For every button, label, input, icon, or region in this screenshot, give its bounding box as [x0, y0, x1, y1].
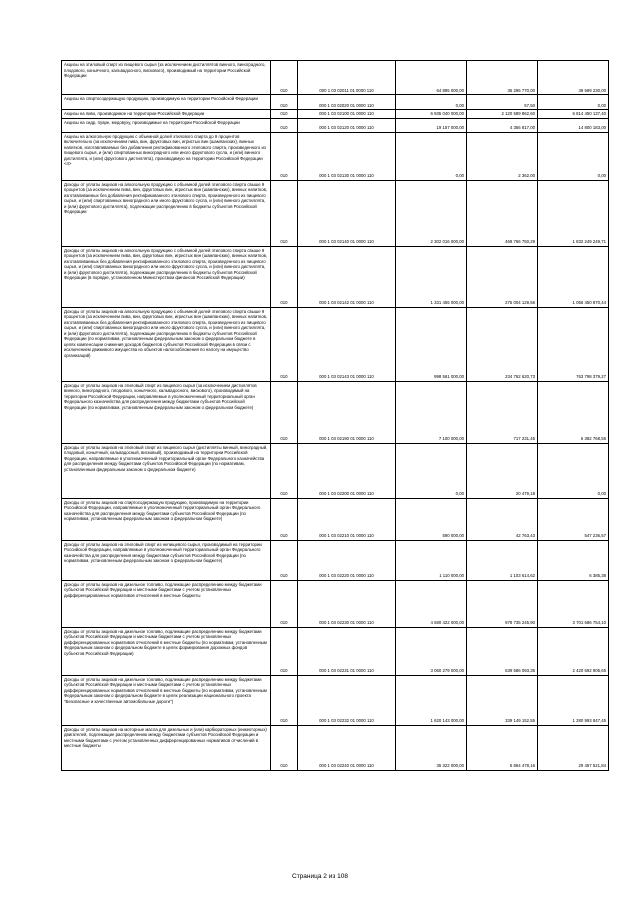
row-approved-cell: 19 157 000,00 [396, 118, 467, 132]
row-name-cell: Акцизы на алкогольную продукцию с объемной долей этилового спирта до 9 процентов включительно (за исключением пива, вин, фруктовых вин, игристых вин (шампанских), винных напитков, изготавливаемых без добавления ректификованного этилового спирта, произведенного из пищевого сырья, и (или) спиртованных виноградного или иного фруктового сусла, и (или) винного дистиллята, и (или) фруктового дистиллята), производимую на территории Российской Федерации <4> [62, 132, 271, 180]
row-name-cell: Доходы от уплаты акцизов на дизельное топливо, подлежащие распределению между бюджетами субъектов Российской Федерации и местными бюджетами с учетом установленных дифференцированных нормативов отчислений в местные бюджеты (по нормативам, установленным Федеральным законом о федеральном бюджете в целях формирования дорожных фондов субъектов Российской Федерации) [62, 627, 271, 675]
table-row [62, 627, 609, 675]
row-remaining-cell: 6 385,38 [538, 540, 609, 580]
table-row [62, 132, 609, 180]
row-line-code-cell: 010 [271, 381, 298, 443]
row-line-code-cell: 010 [271, 725, 298, 770]
row-executed-cell: 978 735 245,90 [467, 580, 538, 627]
table-row [62, 580, 609, 627]
table-row [62, 180, 609, 246]
row-approved-cell: 0,00 [396, 132, 467, 180]
row-line-code-cell: 010 [271, 110, 298, 119]
table-row [62, 307, 609, 381]
row-budget-code-cell: 000 1 03 02240 01 0000 110 [298, 725, 396, 770]
row-name-cell: Доходы от уплаты акцизов на этиловый спирт из пищевого сырья (дистилляты винный, виноградный, плодовый, коньячный, кальвадосный, висковый), производимый на территории Российской Федерации, направляемые в уполномоченный территориальный орган Федерального казначейства для распределения между бюджетами субъектов Российской Федерации (по нормативам, установленным федеральным законом о федеральном бюджете) [62, 443, 271, 498]
table-row [62, 675, 609, 725]
row-remaining-cell: 49 599 230,00 [538, 61, 609, 95]
row-remaining-cell: 1 832 249 249,71 [538, 180, 609, 246]
row-approved-cell: 3 060 279 000,00 [396, 627, 467, 675]
row-executed-cell: 57,50 [467, 95, 538, 110]
report-body [62, 61, 609, 771]
row-name-cell: Доходы от уплаты акцизов на алкогольную продукцию с объемной долей этилового спирта свыше 9 процентов (за исключением пива, вин, фруктовых вин, игристых вин (шампанских), винных напитков, изготавливаемых без добавления ректификованного этилового спирта, произведенного из пищевого сырья, и (или) спиртованных виноградного или иного фруктового сусла, и (или) винного дистиллята, и (или) фруктового дистиллята), подлежащие распределению в бюджеты субъектов Российской Федерации (по нормативам, установленным федеральным законом о федеральном бюджете в целях компенсации снижения доходов бюджетов субъектов Российской Федерации в связи с исключением движимого имущества из объектов налогообложения по налогу на имущество организаций) [62, 307, 271, 381]
row-budget-code-cell: 000 1 03 02130 01 0000 110 [298, 132, 396, 180]
row-budget-code-cell: 000 1 03 02210 01 0000 110 [298, 498, 396, 540]
row-executed-cell: 339 149 152,55 [467, 675, 538, 725]
row-approved-cell: 1 110 000,00 [396, 540, 467, 580]
row-remaining-cell: 2 420 692 906,65 [538, 627, 609, 675]
row-name-cell: Доходы от уплаты акцизов на спиртосодержащую продукцию, производимую на территории Российской Федерации, направляемые в уполномоченный территориальный орган Федерального казначейства для распределения между бюджетами субъектов Российской Федерации (по нормативам, установленным федеральным законом о федеральном бюджете) [62, 498, 271, 540]
row-budget-code-cell: 000 1 03 02120 01 0000 110 [298, 118, 396, 132]
row-executed-cell: 717 231,45 [467, 381, 538, 443]
table-row [62, 725, 609, 770]
page-footer: Страница 2 из 108 [292, 873, 348, 880]
row-line-code-cell: 010 [271, 246, 298, 307]
row-line-code-cell: 010 [271, 443, 298, 498]
row-budget-code-cell: 000 1 03 02220 01 0000 110 [298, 540, 396, 580]
row-remaining-cell: 0,00 [538, 132, 609, 180]
row-name-cell: Доходы от уплаты акцизов на дизельное топливо, подлежащие распределению между бюджетами субъектов Российской Федерации и местными бюджетами с учетом установленных дифференцированных нормативов отчислений в местные бюджеты [62, 580, 271, 627]
row-executed-cell: 275 004 129,56 [467, 246, 538, 307]
row-budget-code-cell: 000 1 03 02020 01 0000 110 [298, 95, 396, 110]
row-budget-code-cell: 000 1 03 02143 01 0000 110 [298, 307, 396, 381]
row-name-cell: Акцизы на этиловый спирт из пищевого сырья (за исключением дистиллятов винного, виноградного, плодового, коньячного, кальвадосного, вискового), производимый на территории Российской Федерации [62, 61, 271, 95]
row-remaining-cell: 3 701 686 754,10 [538, 580, 609, 627]
row-name-cell: Доходы от уплаты акцизов на алкогольную продукцию с объемной долей этилового спирта свыше 9 процентов (за исключением пива, вин, фруктовых вин, игристых вин (шампанских), винных напитков, изготавливаемых без добавления ректификованного этилового спирта, произведенного из пищевого сырья, и (или) спиртованных виноградного или иного фруктового сусла, и (или) винного дистиллята, и (или) фруктового дистиллята), подлежащие распределению в бюджеты субъектов Российской Федерации (в порядке, установленном Министерством финансов Российской Федерации) [62, 246, 271, 307]
row-name-cell: Акцизы на спиртосодержащую продукцию, производимую на территории Российской Федерации [62, 95, 271, 110]
row-executed-cell: 35 295 770,00 [467, 61, 538, 95]
row-approved-cell: 0,00 [396, 443, 467, 498]
row-line-code-cell: 010 [271, 627, 298, 675]
row-budget-code-cell: 000 1 03 02011 01 0000 110 [298, 61, 396, 95]
row-name-cell: Доходы от уплаты акцизов на дизельное топливо, подлежащие распределению между бюджетами субъектов Российской Федерации и местными бюджетами с учетом установленных дифференцированных нормативов отчислений в местные бюджеты (по нормативам, установленным Федеральным законом о федеральном бюджете в целях реализации национального проекта "Безопасные и качественные автомобильные дороги") [62, 675, 271, 725]
table-row [62, 118, 609, 132]
row-executed-cell: 234 762 620,73 [467, 307, 538, 381]
row-budget-code-cell: 000 1 03 02232 01 0000 110 [298, 675, 396, 725]
table-row [62, 61, 609, 95]
row-line-code-cell: 010 [271, 180, 298, 246]
row-approved-cell: 35 322 000,00 [396, 725, 467, 770]
row-line-code-cell: 010 [271, 118, 298, 132]
table-row [62, 246, 609, 307]
table-row [62, 110, 609, 119]
table-row [62, 540, 609, 580]
row-line-code-cell: 010 [271, 580, 298, 627]
table-row [62, 381, 609, 443]
table-row [62, 95, 609, 110]
row-remaining-cell: 0,00 [538, 443, 609, 498]
row-approved-cell: 1 331 455 000,00 [396, 246, 467, 307]
row-approved-cell: 7 100 000,00 [396, 381, 467, 443]
row-budget-code-cell: 000 1 03 02230 01 0000 110 [298, 580, 396, 627]
row-name-cell: Доходы от уплаты акцизов на этиловый спирт из пищевого сырья (за исключением дистиллятов винного, виноградного, плодового, коньячного, кальвадосного, вискового), производимый на территории Российской Федерации, направляемые в уполномоченный территориальный орган Федерального казначейства для распределения между бюджетами субъектов Российской Федерации (по нормативам, установленным федеральным законом о федеральном бюджете) [62, 381, 271, 443]
row-executed-cell: 4 356 817,00 [467, 118, 538, 132]
row-executed-cell: 2 120 589 862,60 [467, 110, 538, 119]
row-name-cell: Доходы от уплаты акцизов на этиловый спирт из непищевого сырья, производимый на территории Российской Федерации, направляемые в уполномоченный территориальный орган Федерального казначейства для распределения между бюджетами субъектов Российской Федерации (по нормативам, установленным федеральным законом о федеральном бюджете) [62, 540, 271, 580]
row-line-code-cell: 010 [271, 132, 298, 180]
table-row [62, 443, 609, 498]
row-name-cell: Акцизы на сидр, пуаре, медовуху, производимые на территории Российской Федерации [62, 118, 271, 132]
row-executed-cell: 20 479,18 [467, 443, 538, 498]
row-remaining-cell: 1 056 450 870,44 [538, 246, 609, 307]
row-budget-code-cell: 000 1 03 02142 01 0000 110 [298, 246, 396, 307]
row-line-code-cell: 010 [271, 498, 298, 540]
row-line-code-cell: 010 [271, 95, 298, 110]
row-name-cell: Доходы от уплаты акцизов на моторные масла для дизельных и (или) карбюраторных (инжекторных) двигателей, подлежащие распределению между бюджетами субъектов Российской Федерации и местными бюджетами с учетом установленных дифференцированных нормативов отчислений в местные бюджеты [62, 725, 271, 770]
row-executed-cell: 2 362,00 [467, 132, 538, 180]
row-executed-cell: 42 763,43 [467, 498, 538, 540]
row-budget-code-cell: 000 1 03 02231 01 0000 110 [298, 627, 396, 675]
row-name-cell: Доходы от уплаты акцизов на алкогольную продукцию с объемной долей этилового спирта свыше 9 процентов (за исключением пива, вин, фруктовых вин, игристых вин (шампанских), винных напитков, изготавливаемых без добавления ректификованного этилового спирта, произведенного из пищевого сырья, и (или) спиртованных виноградного или иного фруктового сусла, и (или) винного дистиллята, и (или) фруктового дистиллята), подлежащие распределению в бюджеты субъектов Российской Федерации [62, 180, 271, 246]
row-line-code-cell: 010 [271, 675, 298, 725]
row-executed-cell: 469 766 750,29 [467, 180, 538, 246]
row-executed-cell: 1 103 614,62 [467, 540, 538, 580]
row-remaining-cell: 6 814 450 137,40 [538, 110, 609, 119]
row-name-cell: Акцизы на пиво, производимое на территории Российской Федерации [62, 110, 271, 119]
row-remaining-cell: 14 800 183,00 [538, 118, 609, 132]
row-executed-cell: 5 864 478,16 [467, 725, 538, 770]
row-budget-code-cell: 000 1 03 02200 01 0000 110 [298, 443, 396, 498]
row-approved-cell: 590 000,00 [396, 498, 467, 540]
row-remaining-cell: 547 236,57 [538, 498, 609, 540]
row-line-code-cell: 010 [271, 540, 298, 580]
row-remaining-cell: 6 382 768,55 [538, 381, 609, 443]
row-approved-cell: 2 302 016 000,00 [396, 180, 467, 246]
row-line-code-cell: 010 [271, 307, 298, 381]
row-remaining-cell: 763 798 379,27 [538, 307, 609, 381]
row-remaining-cell: 29 457 521,84 [538, 725, 609, 770]
report-table [61, 60, 609, 771]
row-remaining-cell: 0,00 [538, 95, 609, 110]
row-executed-cell: 639 586 093,35 [467, 627, 538, 675]
row-approved-cell: 1 620 143 000,00 [396, 675, 467, 725]
row-approved-cell: 0,00 [396, 95, 467, 110]
row-budget-code-cell: 000 1 03 02100 01 0000 110 [298, 110, 396, 119]
row-remaining-cell: 1 280 993 847,45 [538, 675, 609, 725]
table-row [62, 498, 609, 540]
row-budget-code-cell: 000 1 03 02140 01 0000 110 [298, 180, 396, 246]
row-line-code-cell: 010 [271, 61, 298, 95]
row-approved-cell: 998 561 000,00 [396, 307, 467, 381]
row-approved-cell: 64 895 000,00 [396, 61, 467, 95]
row-budget-code-cell: 000 1 03 02190 01 0000 110 [298, 381, 396, 443]
row-approved-cell: 6 935 040 000,00 [396, 110, 467, 119]
row-approved-cell: 4 680 422 000,00 [396, 580, 467, 627]
